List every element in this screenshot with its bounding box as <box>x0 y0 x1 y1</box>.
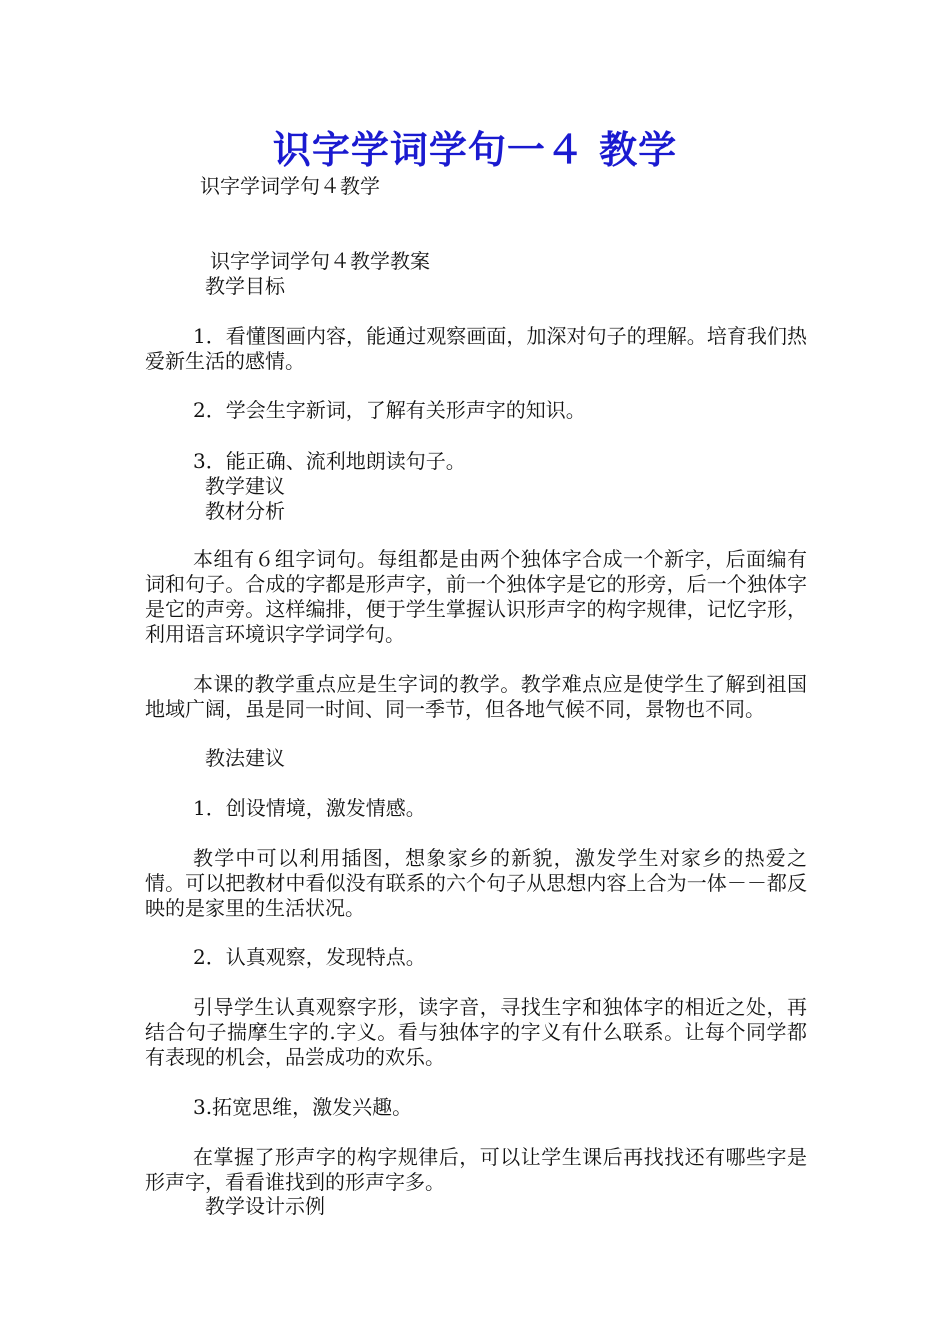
method-body-2: 引导学生认真观察字形，读字音，寻找生字和独体字的相近之处，再结合句子揣摩生字的.字义。看与独体字的字义有什么联系。让每个同学都有表现的机会，品尝成功的欢乐。 <box>145 995 807 1069</box>
method-body-3: 在掌握了形声字的构字规律后，可以让学生课后再找找还有哪些字是形声字，看看谁找到的形声字多。 <box>145 1145 807 1194</box>
section-heading-goals: 教学目标 <box>205 274 285 298</box>
document-title: 识字学词学句一４ 教学 <box>272 127 678 172</box>
section-heading-suggestions: 教学建议 <box>205 474 285 498</box>
section-heading-design: 教学设计示例 <box>205 1194 325 1218</box>
document-subtitle: 识字学词学句４教学 <box>200 174 380 198</box>
material-paragraph-2: 本课的教学重点应是生字词的教学。教学难点应是使学生了解到祖国地域广阔，虽是同一时间、同一季节，但各地气候不同，景物也不同。 <box>145 672 807 721</box>
method-heading-3: 3.拓宽思维，激发兴趣。 <box>193 1095 413 1119</box>
method-body-1: 教学中可以利用插图，想象家乡的新貌，激发学生对家乡的热爱之情。可以把教材中看似没有联系的六个句子从思想内容上合为一体－－都反映的是家里的生活状况。 <box>145 846 807 920</box>
section-heading-material: 教材分析 <box>205 499 285 523</box>
lesson-plan-heading: 识字学词学句４教学教案 <box>210 249 430 273</box>
method-heading-1: 1．创设情境，激发情感。 <box>193 796 426 820</box>
material-paragraph-1: 本组有６组字词句。每组都是由两个独体字合成一个新字，后面编有词和句子。合成的字都是形声字，前一个独体字是它的形旁，后一个独体字是它的声旁。这样编排，便于学生掌握认识形声字的构字规律，记忆字形，利用语言环境识字学词学句。 <box>145 547 807 646</box>
goal-item-3: 3．能正确、流利地朗读句子。 <box>193 449 466 473</box>
section-heading-methods: 教法建议 <box>205 746 285 770</box>
goal-item-1: 1．看懂图画内容，能通过观察画面，加深对句子的理解。培育我们热爱新生活的感情。 <box>145 324 807 373</box>
goal-item-2: 2．学会生字新词，了解有关形声字的知识。 <box>193 398 586 422</box>
method-heading-2: 2．认真观察，发现特点。 <box>193 945 426 969</box>
